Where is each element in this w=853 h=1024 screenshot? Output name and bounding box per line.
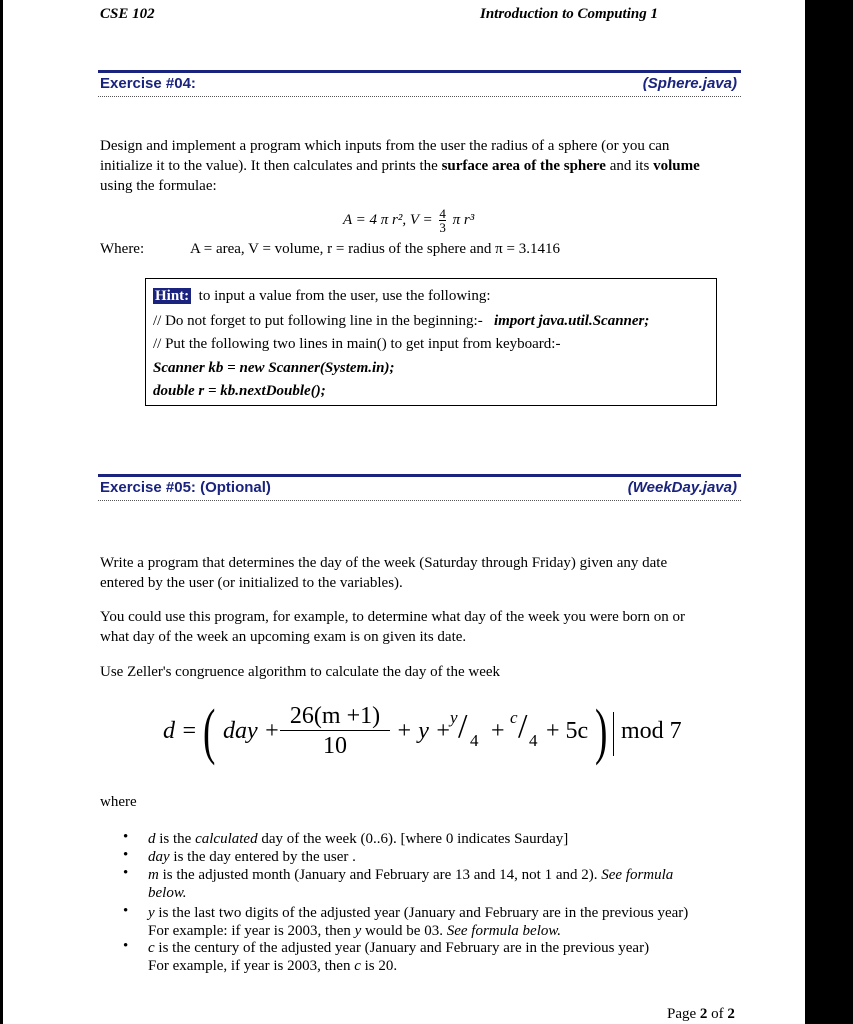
mod-bar [613,712,614,756]
page-number: Page 2 of 2 [667,1006,735,1022]
ex4-line-3: using the formulae: [100,178,217,194]
bullet-dot: • [123,865,129,881]
exercise-4-label: Exercise #04: [100,75,196,92]
document-page [3,0,805,1024]
hint-line-2: // Do not forget to put following line in the beginning:- import java.util.Scanner; [153,313,650,329]
where-text: A = area, V = volume, r = radius of the sphere and π = 3.1416 [190,241,560,257]
course-title: Introduction to Computing 1 [480,6,658,22]
slash-2: / [518,708,528,745]
hint-label: Hint: [155,288,190,304]
exercise-5-para-3: Use Zeller's congruence algorithm to calculate the day of the week [100,664,501,680]
bullet-3: m is the adjusted month (January and February are 13 and 14, not 1 and 2). See formula below. [148,867,674,901]
exercise-5-label: Exercise #05: (Optional) [100,479,271,496]
right-paren: ) [595,698,608,766]
slash-1: / [458,708,468,745]
hint-box [145,278,717,406]
exercise-5-file: (WeekDay.java) [627,479,737,496]
fraction-26m: 26(m +1) 10 [280,702,390,761]
exercise-5-heading [98,474,741,501]
bullet-5: c is the century of the adjusted year (January and February are in the previous year) For example, if year is 2003, then c is 20. [148,940,650,974]
exercise-5-para-2: You could use this program, for example, to determine what day of the week you were born on or what day of the week an upcoming exam is on given its date. [100,609,685,645]
fraction-four-thirds: $\frac{4}{3}$ [439,206,446,235]
ex4-line-1: Design and implement a program which inputs from the user the radius of a sphere (or you can [100,138,670,154]
hint-line-1: Hint: to input a value from the user, use the following: [155,288,491,304]
bullet-1: d is the calculated day of the week (0..6). [where 0 indicates Saurday] [148,831,569,847]
hint-line-4: Scanner kb = new Scanner(System.in); [153,360,395,376]
bullet-4: y is the last two digits of the adjusted year (January and February are in the previous year) For example: if year is 2003, then y would be 03. See formula below. [148,905,689,939]
bullet-dot: • [123,903,129,919]
where-label: Where: [100,241,145,257]
exercise-4-description [100,136,740,196]
bullet-dot: • [123,829,129,845]
exercise-5-para-1: Write a program that determines the day of the week (Saturday through Friday) given any date entered by the user (or initialized to the variables). [100,555,668,591]
left-paren: ( [203,698,216,766]
bullet-dot: • [123,938,129,954]
course-code: CSE 102 [100,6,155,22]
exercise-4-heading [98,70,741,97]
where-label-2: where [100,794,137,810]
hint-line-3: // Put the following two lines in main() to get input from keyboard:- [153,336,561,352]
bullet-2: day is the day entered by the user . [148,849,356,865]
ex4-line-2: initialize it to the value). It then calculates and prints the surface area of the sphere and its volume [100,158,700,174]
sphere-formula: A = 4 π r², V = $\frac{4}{3}$ π r³ [343,206,475,235]
hint-line-5: double r = kb.nextDouble(); [153,383,326,399]
bullet-dot: • [123,847,129,863]
exercise-4-file: (Sphere.java) [642,75,737,92]
zeller-formula: d = ( day + 26(m +1) 10 + y + y / 4 + c / 4 + 5c ) mod 7 [163,698,682,766]
